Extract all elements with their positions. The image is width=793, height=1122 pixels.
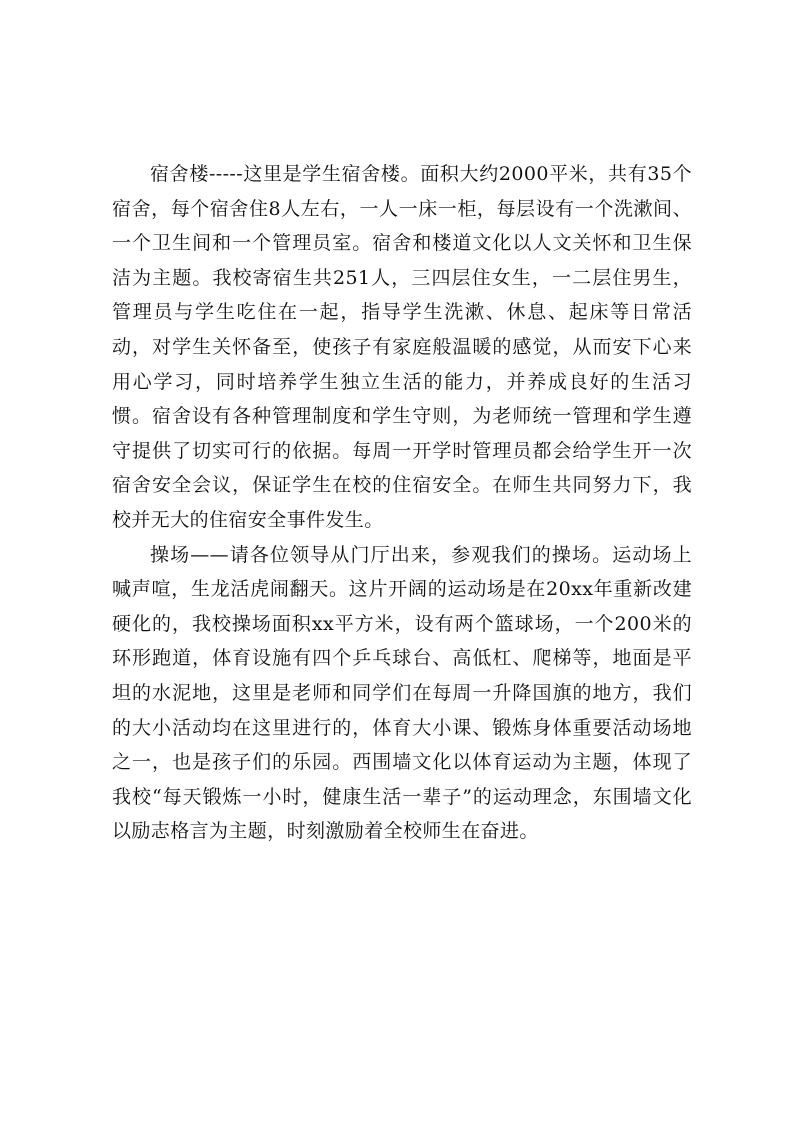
document-body (112, 157, 692, 849)
paragraph-dormitory: 宿舍楼-----这里是学生宿舍楼。面积大约2000平米，共有35个宿舍，每个宿舍住8人左右，一人一床一柜，每层设有一个洗漱间、一个卫生间和一个管理员室。宿舍和楼道文化以人文关怀和卫生保洁为主题。我校寄宿生共251人，三四层住女生，一二层住男生，管理员与学生吃住在一起，指导学生洗漱、休息、起床等日常活动，对学生关怀备至，使孩子有家庭般温暖的感觉，从而安下心来用心学习，同时培养学生独立生活的能力，并养成良好的生活习惯。宿舍设有各种管理制度和学生守则，为老师统一管理和学生遵守提供了切实可行的依据。每周一开学时管理员都会给学生开一次宿舍安全会议，保证学生在校的住宿安全。在师生共同努力下，我校并无大的住宿安全事件发生。 (112, 163, 692, 531)
paragraph-playground: 操场——请各位领导从门厅出来，参观我们的操场。运动场上喊声喧，生龙活虎闹翻天。这片开阔的运动场是在20xx年重新改建硬化的，我校操场面积xx平方米，设有两个篮球场，一个200米的环形跑道，体育设施有四个乒乓球台、高低杠、爬梯等，地面是平坦的水泥地，这里是老师和同学们在每周一升降国旗的地方，我们的大小活动均在这里进行的，体育大小课、锻炼身体重要活动场地之一，也是孩子们的乐园。西围墙文化以体育运动为主题，体现了我校“每天锻炼一小时，健康生活一辈子”的运动理念，东围墙文化以励志格言为主题，时刻激励着全校师生在奋进。 (112, 543, 692, 843)
